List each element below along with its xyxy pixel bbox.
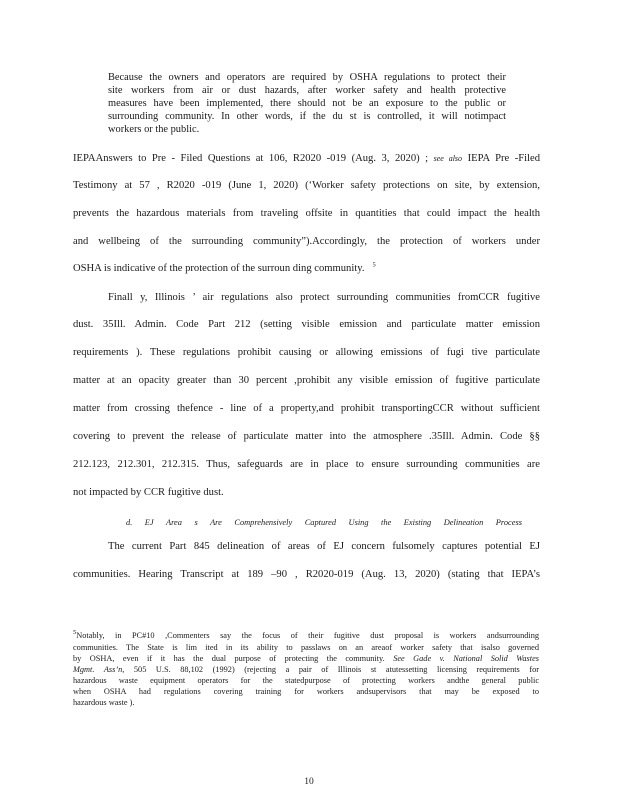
footnote-line: Mgmt. Ass’n, 505 U.S. 88,102 (1992) (rejecting a pair of Illinois st atutessetting licensing requirements for [73, 665, 539, 674]
block-quote [108, 71, 506, 136]
body-line: 212.123, 212.301, 212.315. Thus, safeguards are in place to ensure surrounding communities are [73, 459, 540, 470]
body-line: IEPAAnswers to Pre - Filed Questions at 106, R2020 -019 (Aug. 3, 2020) ; see also IEPA Pre -Filed [73, 153, 540, 164]
body-line: and wellbeing of the surrounding community”).Accordingly, the protection of workers under [73, 236, 540, 247]
body-line: OSHA is indicative of the protection of the surroun ding community. $^5$ [73, 261, 376, 274]
quote-line: measures have been implemented, there should not be an exposure to the public or [108, 98, 506, 110]
quote-line: workers or the public. [108, 124, 200, 136]
quote-line: site workers from air or dust hazards, after worker safety and health protective [108, 85, 506, 97]
footnote-reference: 5 [372, 261, 376, 269]
quote-line: Because the owners and operators are required by OSHA regulations to protect their [108, 72, 506, 83]
footnote-marker: 5 [73, 629, 77, 637]
footnote-line: when OSHA had regulations covering training for workers andsupervisors that may be exposed to [73, 687, 539, 696]
quote-line: surrounding community. In other words, if the du st is controlled, it will notimpact [108, 111, 506, 123]
footnote-line: by OSHA, even if it has the dual purpose of protecting the community. See Gade v. National Solid Wastes [73, 654, 540, 663]
body-line: dust. 35Ill. Admin. Code Part 212 (setting visible emission and particulate matter emission [73, 319, 540, 330]
body-line: matter at an opacity greater than 30 percent ,prohibit any visible emission of fugitive particulate [73, 375, 540, 386]
footnote-line: $^5$Notably, in PC#10 ,Commenters say the focus of their fugitive dust proposal is workers andsurrounding [73, 629, 539, 640]
body-line: Testimony at 57 , R2020 -019 (June 1, 2020) (‘Worker safety protections on site, by extension, [73, 180, 540, 191]
footnote-line: communities. The State is lim ited in its ability to passlaws on an areaof worker safety that isalso governed [73, 643, 539, 652]
body-line: covering to prevent the release of particulate matter into the atmosphere .35Ill. Admin. Code §§ [73, 431, 540, 442]
body-line: communities. Hearing Transcript at 189 –90 , R2020-019 (Aug. 13, 2020) (stating that IEPA’s [73, 569, 540, 580]
body-line: prevents the hazardous materials from traveling offsite in quantities that could impact the health [73, 208, 540, 219]
body-line: The current Part 845 delineation of areas of EJ concern fulsomely captures potential EJ [108, 541, 540, 552]
footnote-line: hazardous waste ). [73, 698, 135, 707]
body-line: Finall y, Illinois ’ air regulations also protect surrounding communities fromCCR fugitive [108, 292, 540, 303]
body-line: not impacted by CCR fugitive dust. [73, 487, 224, 498]
footnote-line: hazardous waste equipment operators for the statedpurpose of protecting workers andthe general public [73, 676, 539, 685]
body-line: requirements ). These regulations prohibit causing or allowing emissions of fugi tive particulate [73, 347, 540, 358]
body-line: matter from crossing thefence - line of a property,and prohibit transportingCCR without sufficient [73, 403, 540, 414]
page-number: 10 [304, 777, 314, 787]
section-heading: d. EJ Area s Are Comprehensively Captured Using the Existing Delineation Process [126, 518, 522, 527]
